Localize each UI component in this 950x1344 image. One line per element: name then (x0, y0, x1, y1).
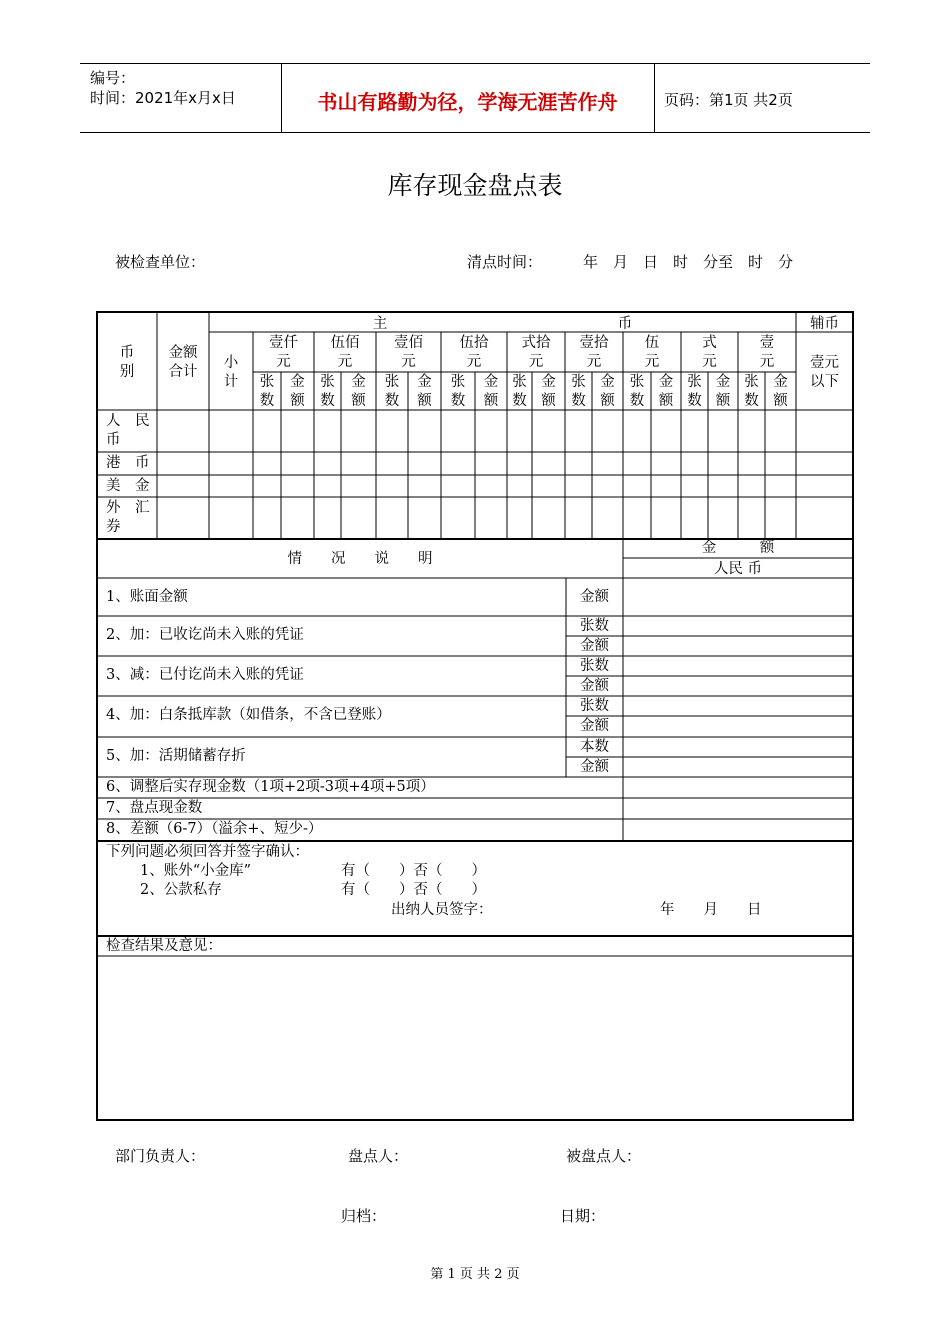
amount-label: 金额 (580, 718, 609, 734)
archive-label: 归档： (341, 1207, 387, 1225)
explain-item: 2、加：已收讫尚未入账的凭证 (106, 627, 304, 643)
sheet-count-header: 张 数 (687, 374, 702, 409)
currency-row-label: 港 币 (106, 455, 150, 471)
explain-item: 6、调整后实存现金数（1项+2项-3项+4项+5项） (106, 779, 435, 795)
cashier-signature-date: 年 月 日 (660, 902, 762, 918)
sheet-count-header: 张 数 (259, 374, 275, 409)
counter-label: 盘点人： (348, 1147, 409, 1165)
amount-header: 金 额 (715, 374, 731, 409)
main-currency-label: 主 (372, 316, 388, 332)
number-label: 编号： (90, 69, 136, 87)
amount-header: 金 额 (658, 374, 674, 409)
sheet-count-header: 张 数 (744, 374, 759, 409)
aux-currency-label: 辅币 (810, 316, 839, 332)
answer-private-deposit: 有（ ）否（ ） (341, 882, 486, 898)
denomination-header: 壹佰 元 (394, 335, 423, 370)
count-time-label: 清点时间： (467, 253, 543, 271)
denomination-header: 式 元 (702, 335, 717, 370)
page-footer: 第 1 页 共 2 页 (430, 1267, 520, 1282)
page-info: 页码：第1页 共2页 (664, 91, 793, 109)
denomination-header: 壹仟 元 (269, 335, 298, 370)
motto: 书山有路勤为径，学海无涯苦作舟 (317, 90, 618, 114)
answer-small-treasury: 有（ ）否（ ） (341, 863, 486, 879)
explain-item: 1、账面金额 (106, 589, 188, 605)
inspected-unit-label: 被检查单位： (115, 253, 206, 271)
amount-header: 金 额 (483, 374, 499, 409)
amount-header: 金 额 (351, 374, 366, 409)
denomination-header: 式拾 元 (521, 335, 551, 370)
denomination-header: 伍 元 (644, 335, 660, 370)
main-currency-label: 币 (617, 316, 633, 332)
rmb-column-heading: 人民 币 (713, 561, 763, 577)
amount-header: 金 额 (600, 374, 615, 409)
explain-item: 5、加：活期储蓄存折 (106, 748, 246, 764)
sheets-label: 张数 (580, 698, 609, 714)
books-label: 本数 (580, 739, 609, 755)
amount-label: 金额 (580, 678, 609, 694)
amount-column-heading: 金 额 (701, 540, 775, 556)
explanation-heading: 情 况 说 明 (287, 551, 433, 567)
denomination-header: 伍佰 元 (330, 335, 360, 370)
amount-label: 金额 (580, 589, 609, 605)
amount-header: 金 额 (417, 374, 432, 409)
sheet-count-header: 张 数 (571, 374, 586, 409)
amount-header: 金 额 (290, 374, 305, 409)
sheet-count-header: 张 数 (629, 374, 645, 409)
sheet-count-header: 张 数 (320, 374, 335, 409)
questions-intro: 下列问题必须回答并签字确认： (106, 844, 309, 860)
currency-type-header: 币 别 (119, 345, 135, 380)
question-small-treasury: 1、账外“小金库” (140, 863, 252, 879)
denomination-header: 壹 元 (759, 335, 775, 370)
total-amount-header: 金额 合计 (168, 345, 198, 380)
sheet-count-header: 张 数 (384, 374, 400, 409)
page-title: 库存现金盘点表 (387, 171, 563, 200)
currency-row-label: 外 汇 券 (106, 500, 150, 535)
cashier-signature-label: 出纳人员签字： (391, 902, 493, 918)
subtotal-header: 小 计 (223, 355, 239, 390)
below-one-yuan-header: 壹元 以下 (810, 355, 839, 390)
currency-row-label: 美 金 (106, 478, 150, 494)
currency-row-label: 人 民 币 (106, 413, 150, 448)
question-private-deposit: 2、公款私存 (140, 882, 222, 898)
count-time-fields: 年 月 日 时 分至 时 分 (583, 253, 794, 271)
explain-item: 7、盘点现金数 (106, 800, 203, 816)
sheets-label: 张数 (580, 618, 609, 634)
explain-item: 3、减：已付讫尚未入账的凭证 (106, 667, 304, 683)
denomination-header: 壹拾 元 (579, 335, 609, 370)
date-label: 日期： (560, 1207, 606, 1225)
explain-item: 4、加：白条抵库款（如借条，不含已登账） (106, 707, 391, 723)
dept-head-label: 部门负责人： (115, 1147, 206, 1165)
sheet-count-header: 张 数 (512, 374, 527, 409)
explain-item: 8、差额（6-7）（溢余+、短少-） (106, 821, 323, 837)
sheets-label: 张数 (580, 658, 609, 674)
amount-label: 金额 (580, 638, 609, 654)
result-label: 检查结果及意见： (106, 938, 222, 954)
counted-person-label: 被盘点人： (566, 1147, 642, 1165)
amount-header: 金 额 (541, 374, 556, 409)
denomination-header: 伍拾 元 (459, 335, 489, 370)
sheet-count-header: 张 数 (450, 374, 466, 409)
time-label: 时间：2021年x月x日 (90, 89, 236, 107)
amount-header: 金 额 (773, 374, 788, 409)
amount-label: 金额 (580, 759, 609, 775)
